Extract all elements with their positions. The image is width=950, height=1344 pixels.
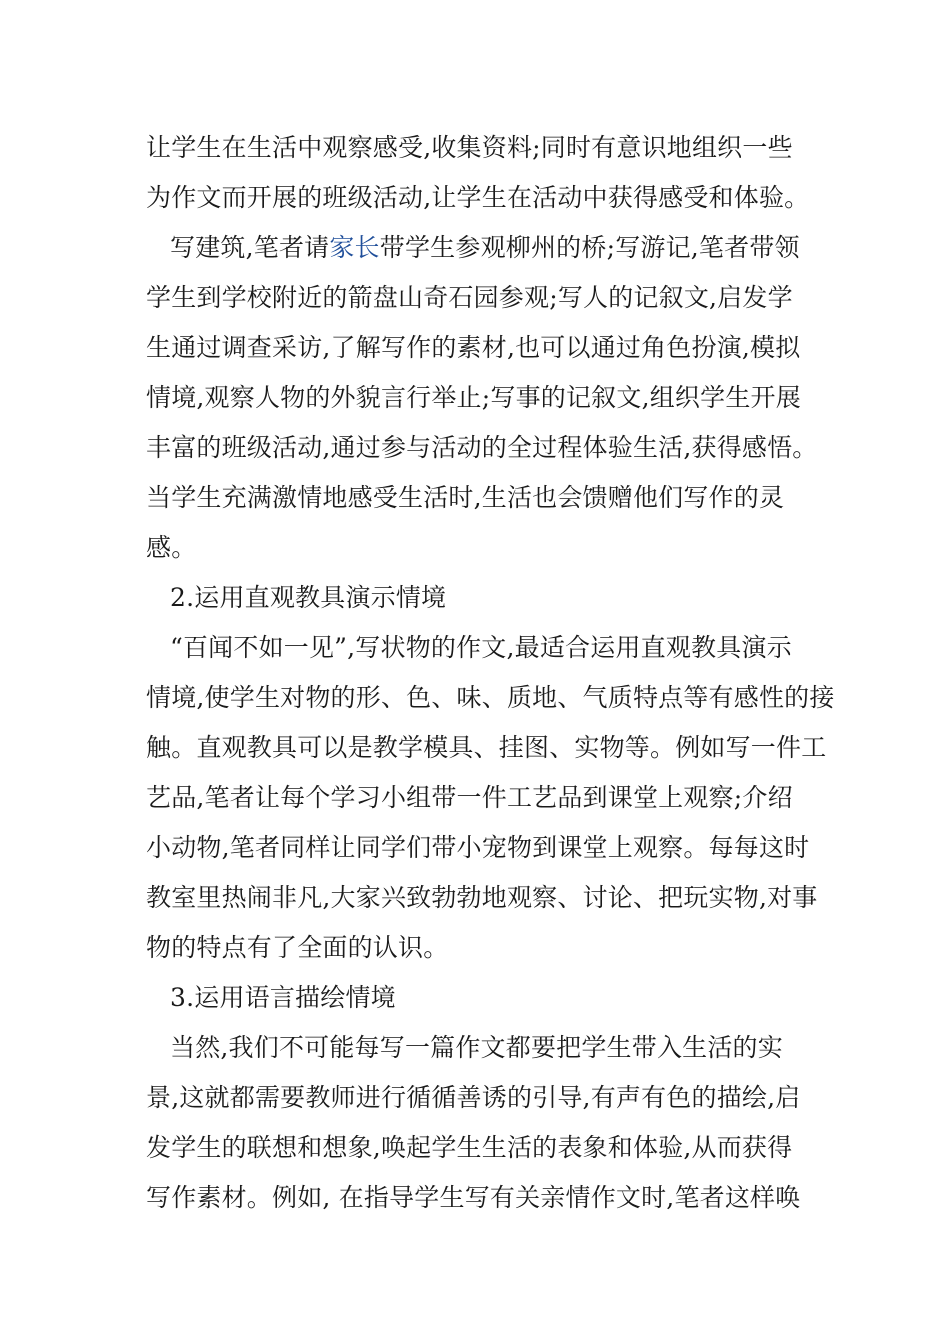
paragraph-line: 情境,观察人物的外貌言行举止;写事的记叙文,组织学生开展 (146, 383, 801, 412)
paragraph-line: 发学生的联想和想象,唤起学生生活的表象和体验,从而获得 (146, 1133, 793, 1162)
paragraph-line: 情境,使学生对物的形、色、味、质地、气质特点等有感性的接 (146, 683, 835, 712)
paragraph-line: “百闻不如一见”,写状物的作文,最适合运用直观教具演示 (170, 633, 792, 662)
paragraph-line: 触。直观教具可以是教学模具、挂图、实物等。例如写一件工 (146, 733, 827, 762)
section-heading: 3.运用语言描绘情境 (170, 983, 396, 1012)
paragraph-line: 丰富的班级活动,通过参与活动的全过程体验生活,获得感悟。 (146, 433, 818, 462)
paragraph-line: 让学生在生活中观察感受,收集资料;同时有意识地组织一些 (146, 133, 793, 162)
paragraph-line: 景,这就都需要教师进行循循善诱的引导,有声有色的描绘,启 (146, 1083, 801, 1112)
paragraph-line: 教室里热闹非凡,大家兴致勃勃地观察、讨论、把玩实物,对事 (146, 883, 818, 912)
paragraph-line: 小动物,笔者同样让同学们带小宠物到课堂上观察。每每这时 (146, 833, 810, 862)
paragraph-line: 为作文而开展的班级活动,让学生在活动中获得感受和体验。 (146, 183, 810, 212)
paragraph-line: 物的特点有了全面的认识。 (146, 933, 449, 962)
paragraph-line: 学生到学校附近的箭盘山奇石园参观;写人的记叙文,启发学 (146, 283, 793, 312)
paragraph-line: 艺品,笔者让每个学习小组带一件工艺品到课堂上观察;介绍 (146, 783, 793, 812)
paragraph-line: 写作素材。例如, 在指导学生写有关亲情作文时,笔者这样唤 (146, 1183, 801, 1212)
section-heading: 2.运用直观教具演示情境 (170, 583, 447, 612)
parent-link[interactable]: 家长 (329, 233, 380, 262)
paragraph-line (170, 232, 800, 264)
paragraph-line: 当然,我们不可能每写一篇作文都要把学生带入生活的实 (170, 1033, 783, 1062)
paragraph-text: 带学生参观柳州的桥;写游记,笔者带领 (379, 233, 800, 262)
paragraph-line: 生通过调查采访,了解写作的素材,也可以通过角色扮演,模拟 (146, 333, 801, 362)
paragraph-line: 当学生充满激情地感受生活时,生活也会馈赠他们写作的灵 (146, 483, 785, 512)
paragraph-line: 感。 (146, 533, 197, 562)
paragraph-text: 写建筑,笔者请 (170, 233, 330, 262)
